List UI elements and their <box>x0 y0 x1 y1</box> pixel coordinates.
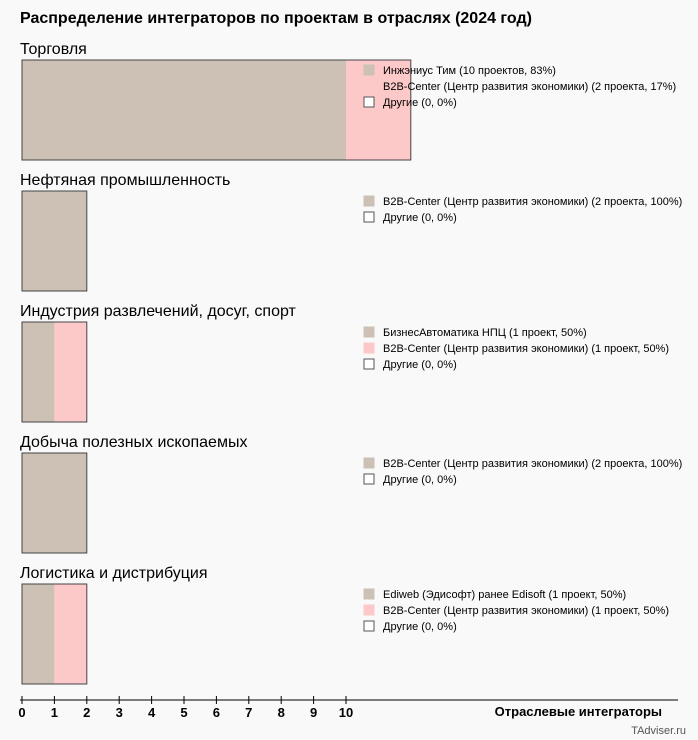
x-tick-label: 7 <box>245 705 253 720</box>
bar-segment <box>22 191 87 291</box>
legend-swatch <box>364 81 374 91</box>
x-tick-label: 1 <box>50 705 59 720</box>
legend-label: Инжэниус Тим (10 проектов, 83%) <box>383 65 556 77</box>
legend-label: Другие (0, 0%) <box>383 621 457 633</box>
industry-panel <box>20 303 669 422</box>
legend-swatch <box>364 212 374 222</box>
x-tick-label: 8 <box>277 705 285 720</box>
x-tick-label: 3 <box>115 705 123 720</box>
x-tick-label: 6 <box>212 705 221 720</box>
bar-segment <box>54 322 86 422</box>
legend-swatch <box>364 621 374 631</box>
industry-panel <box>20 41 676 160</box>
legend-swatch <box>364 605 374 615</box>
x-tick-label: 0 <box>18 705 26 720</box>
industry-title: Логистика и дистрибуция <box>20 565 208 582</box>
legend-swatch <box>364 343 374 353</box>
bar-segment <box>54 584 86 684</box>
industry-title: Нефтяная промышленность <box>20 172 231 189</box>
legend-label: Другие (0, 0%) <box>383 212 457 224</box>
industry-title: Торговля <box>20 41 87 58</box>
x-tick-label: 10 <box>338 705 354 720</box>
bar-segment <box>22 584 54 684</box>
x-tick-label: 9 <box>309 705 318 720</box>
industry-panel <box>20 434 682 553</box>
x-tick-label: 4 <box>147 705 156 720</box>
industry-panel <box>20 172 682 291</box>
legend-swatch <box>364 359 374 369</box>
chart-panels <box>20 41 682 684</box>
legend-label: Другие (0, 0%) <box>383 474 457 486</box>
credit-text: TAdviser.ru <box>631 725 686 737</box>
x-axis-label: Отраслевые интеграторы <box>494 704 662 719</box>
legend-label: B2B-Center (Центр развития экономики) (1 проект, 50%) <box>383 605 670 617</box>
legend-swatch <box>364 65 374 75</box>
x-tick-label: 2 <box>83 705 91 720</box>
legend-swatch <box>364 474 374 484</box>
legend-label: БизнесАвтоматика НПЦ (1 проект, 50%) <box>383 327 587 339</box>
legend-label: Другие (0, 0%) <box>383 359 457 371</box>
legend-swatch <box>364 196 374 206</box>
chart-title: Распределение интеграторов по проектам в отраслях (2024 год) <box>20 10 532 27</box>
legend-swatch <box>364 458 374 468</box>
legend-swatch <box>364 97 374 107</box>
legend-label: B2B-Center (Центр развития экономики) (2 проекта, 100%) <box>383 196 683 208</box>
legend-label: B2B-Center (Центр развития экономики) (2 проекта, 17%) <box>383 81 677 93</box>
bar-segment <box>22 453 87 553</box>
x-tick-label: 5 <box>180 705 188 720</box>
legend-label: Другие (0, 0%) <box>383 97 457 109</box>
industry-title: Добыча полезных ископаемых <box>20 434 248 451</box>
legend-swatch <box>364 327 374 337</box>
legend-label: B2B-Center (Центр развития экономики) (1 проект, 50%) <box>383 343 670 355</box>
legend-label: B2B-Center (Центр развития экономики) (2 проекта, 100%) <box>383 458 683 470</box>
bar-segment <box>22 60 346 160</box>
legend-swatch <box>364 589 374 599</box>
legend-label: Ediweb (Эдисофт) ранее Edisoft (1 проект, 50%) <box>383 589 627 601</box>
industry-title: Индустрия развлечений, досуг, спорт <box>20 303 296 320</box>
bar-segment <box>22 322 54 422</box>
industry-panel <box>20 565 669 684</box>
